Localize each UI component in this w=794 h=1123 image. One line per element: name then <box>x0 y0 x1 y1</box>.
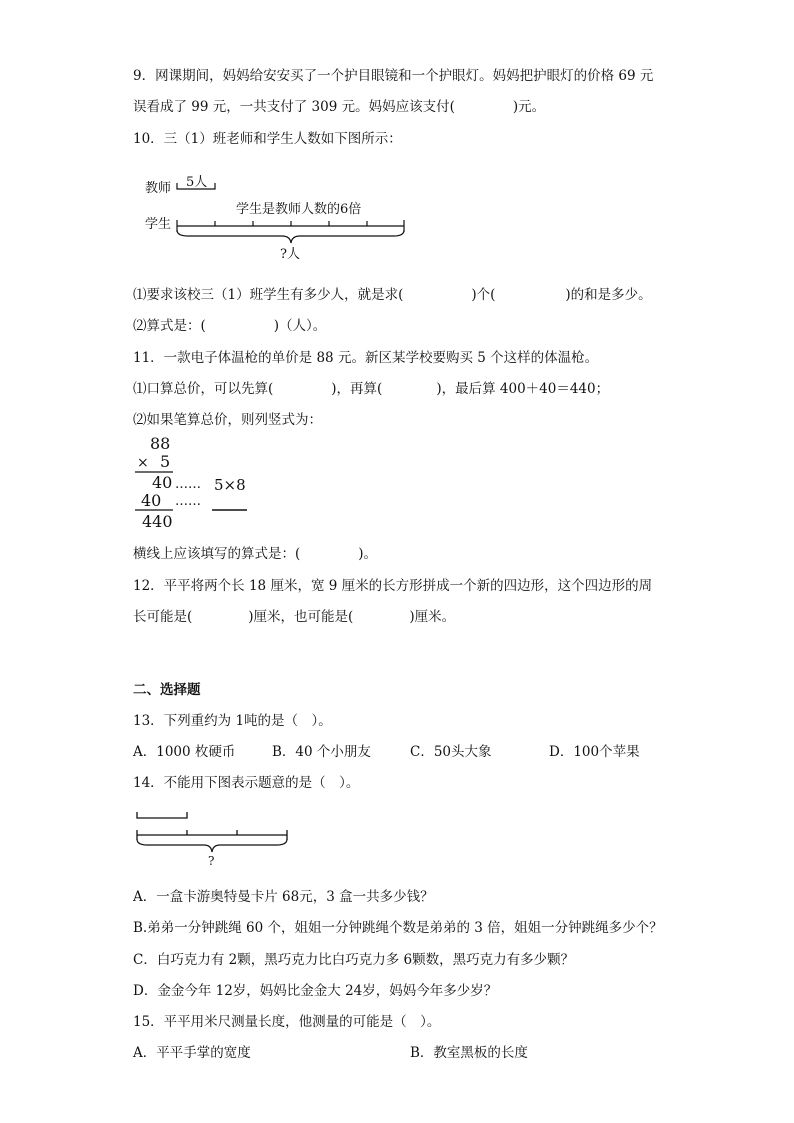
q11-part3 <box>133 544 377 564</box>
partial-product-2: 40 <box>141 491 162 510</box>
q9-text-b: )元。 <box>512 99 546 115</box>
partial-product-1: 40 <box>152 473 173 492</box>
q11-vertical-calculation <box>133 432 273 532</box>
multiplicand: 88 <box>150 434 171 453</box>
q10-p1-text-b: )个( <box>471 287 496 303</box>
q13-stem: 13．下列重约为 1吨的是（ ）。 <box>133 713 332 729</box>
q14-line-diagram <box>133 808 303 868</box>
q10-line-diagram <box>130 168 430 268</box>
q14-option-c[interactable]: C．白巧克力有 2颗，黑巧克力比白巧克力多 6颗数，黑巧克力有多少颗？ <box>133 952 575 968</box>
top-segment <box>137 812 187 818</box>
student-note: 学生是教师人数的6倍 <box>236 202 362 217</box>
q13-option-d[interactable]: D．100个苹果 <box>549 744 640 760</box>
q11-p3-text-a: 横线上应该填写的算式是：( <box>133 546 301 562</box>
q10-part2 <box>133 316 326 336</box>
student-brace <box>177 230 404 243</box>
q15-option-b[interactable]: B．教室黑板的长度 <box>410 1045 528 1061</box>
note-1: 5×8 <box>214 476 246 494</box>
q10-p1-text-a: ⑴要求该校三（1）班学生有多少人，就是求( <box>133 287 404 303</box>
q11-p1-text-b: )，再算( <box>331 381 383 397</box>
q11-part1 <box>133 379 609 399</box>
bottom-bar <box>137 830 287 840</box>
q12-text-c: )厘米。 <box>409 609 456 625</box>
q10-p2-text-b: )（人）。 <box>273 318 327 334</box>
student-label: 学生 <box>145 217 172 232</box>
teacher-count: 5人 <box>186 175 208 190</box>
q12-line2 <box>133 607 455 627</box>
q11-p1-text-a: ⑴口算总价，可以先算( <box>133 381 274 397</box>
q12-line1: 12．平平将两个长 18 厘米，宽 9 厘米的长方形拼成一个新的四边形，这个四边形的周 <box>133 578 653 594</box>
q10-p1-text-c: )的和是多少。 <box>565 287 652 303</box>
q11-p3-text-b: )。 <box>358 546 378 562</box>
q10-stem: 10．三（1）班老师和学生人数如下图所示： <box>133 131 402 147</box>
student-bar <box>177 220 404 232</box>
teacher-label: 教师 <box>145 181 172 196</box>
multiplier: 5 <box>160 452 171 471</box>
q11-part2: ⑵如果笔算总价，则列竖式为： <box>133 412 322 428</box>
q11-p1-text-c: )，最后算 400＋40＝440； <box>436 381 610 397</box>
q10-p2-text-a: ⑵算式是：( <box>133 318 206 334</box>
q14-option-a[interactable]: A．一盒卡游奥特曼卡片 68元，3 盒一共多少钱？ <box>133 889 434 905</box>
times-sign: × <box>137 455 149 471</box>
section-heading: 二、选择题 <box>133 682 201 698</box>
bottom-brace <box>137 839 287 852</box>
q13-option-a[interactable]: A．1000 枚硬币 <box>133 744 236 760</box>
q9-line1: 9．网课期间，妈妈给安安买了一个护目眼镜和一个护眼灯。妈妈把护眼灯的价格 69 元 <box>133 68 654 84</box>
dots-1: …… <box>175 477 201 492</box>
q15-option-a[interactable]: A．平平手掌的宽度 <box>133 1045 251 1061</box>
dots-2: …… <box>175 494 201 509</box>
q12-text-a: 长可能是( <box>133 609 193 625</box>
q10-part1 <box>133 285 652 305</box>
q11-stem: 11．一款电子体温枪的单价是 88 元。新区某学校要购买 5 个这样的体温枪。 <box>133 350 599 366</box>
q14-option-b[interactable]: B.弟弟一分钟跳绳 60 个，姐姐一分钟跳绳个数是弟弟的 3 倍，姐姐一分钟跳绳多少个？ <box>133 920 663 936</box>
q14-stem: 14．不能用下图表示题意的是（ ）。 <box>133 775 360 791</box>
student-unknown: ?人 <box>280 247 300 262</box>
q9-text-a: 误看成了 99 元，一共支付了 309 元。妈妈应该支付( <box>133 99 455 115</box>
q12-text-b: )厘米，也可能是( <box>248 609 354 625</box>
q13-option-c[interactable]: C．50头大象 <box>410 744 492 760</box>
q14-option-d[interactable]: D．金金今年 12岁，妈妈比金金大 24岁，妈妈今年多少岁？ <box>133 983 498 999</box>
q9-line2 <box>133 97 545 117</box>
product: 440 <box>142 512 173 531</box>
unknown-mark: ? <box>208 854 215 868</box>
q13-option-b[interactable]: B．40 个小朋友 <box>272 744 371 760</box>
q15-stem: 15．平平用米尺测量长度，他测量的可能是（ ）。 <box>133 1014 441 1030</box>
